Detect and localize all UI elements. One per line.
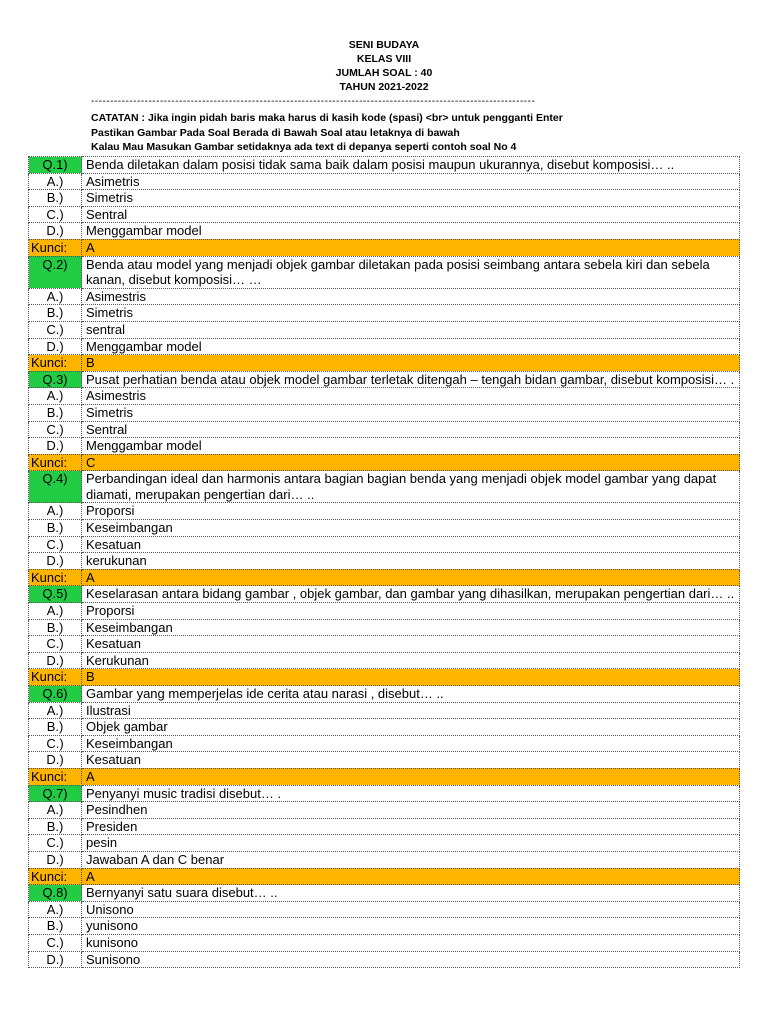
option-label: B.) [29,520,82,537]
option-text: Proporsi [82,503,740,520]
document-header [0,38,768,94]
option-label: A.) [29,288,82,305]
option-label: A.) [29,503,82,520]
option-label: A.) [29,702,82,719]
option-text: Pesindhen [82,802,740,819]
option-text: Asimestris [82,388,740,405]
option-label: C.) [29,835,82,852]
option-label: B.) [29,818,82,835]
option-row [29,388,740,405]
option-text: Kesatuan [82,536,740,553]
separator-line: -------------------------------------------------------------------------------------------------------------------- [91,97,536,107]
question-text: Pusat perhatian benda atau objek model gambar terletak ditengah – tengah bidan gambar, disebut komposisi… . [82,371,740,388]
question-text: Benda diletakan dalam posisi tidak sama baik dalam posisi maupun ukurannya, disebut komposisi… .. [82,157,740,174]
option-label: B.) [29,719,82,736]
note-line: CATATAN : Jika ingin pidah baris maka harus di kasih kode (spasi) <br> untuk pengganti Enter [91,112,563,124]
question-row [29,586,740,603]
option-row [29,421,740,438]
question-row [29,471,740,503]
note-line: Kalau Mau Masukan Gambar setidaknya ada text di depanya seperti contoh soal No 4 [91,141,517,153]
option-text: kerukunan [82,553,740,570]
question-row [29,157,740,174]
question-number: Q.3) [29,371,82,388]
answer-key-row [29,768,740,785]
option-text: Asimetris [82,173,740,190]
option-row [29,536,740,553]
answer-key-label: Kunci: [29,454,82,471]
option-label: B.) [29,619,82,636]
option-row [29,503,740,520]
option-text: Menggambar model [82,438,740,455]
answer-key-label: Kunci: [29,569,82,586]
option-row [29,901,740,918]
option-text: yunisono [82,918,740,935]
option-label: C.) [29,536,82,553]
option-label: D.) [29,438,82,455]
question-text: Benda atau model yang menjadi objek gambar diletakan pada posisi seimbang antara sebela kiri dan sebela kanan, disebut komposisi… … [82,256,740,288]
option-label: C.) [29,321,82,338]
option-text: Simetris [82,404,740,421]
option-row [29,223,740,240]
option-row [29,173,740,190]
option-label: A.) [29,388,82,405]
option-text: kunisono [82,934,740,951]
answer-key-row [29,454,740,471]
option-row [29,652,740,669]
option-text: Ilustrasi [82,702,740,719]
option-row [29,338,740,355]
question-text: Perbandingan ideal dan harmonis antara bagian bagian benda yang menjadi objek model gambar yang dapat diamati, merupakan pengertian dari… .. [82,471,740,503]
answer-key-row [29,355,740,372]
option-label: A.) [29,603,82,620]
option-label: D.) [29,223,82,240]
option-text: Menggambar model [82,338,740,355]
option-row [29,190,740,207]
option-row [29,818,740,835]
option-label: A.) [29,901,82,918]
option-text: Asimestris [82,288,740,305]
option-text: Sentral [82,206,740,223]
option-label: C.) [29,735,82,752]
option-row [29,835,740,852]
option-label: C.) [29,636,82,653]
option-label: D.) [29,851,82,868]
question-number: Q.1) [29,157,82,174]
option-text: sentral [82,321,740,338]
option-row [29,752,740,769]
option-label: C.) [29,421,82,438]
option-text: Menggambar model [82,223,740,240]
option-label: A.) [29,173,82,190]
option-text: Keseimbangan [82,619,740,636]
option-label: D.) [29,553,82,570]
option-text: Kerukunan [82,652,740,669]
answer-key-row [29,868,740,885]
question-number: Q.2) [29,256,82,288]
class-title: KELAS VIII [356,53,412,65]
option-label: B.) [29,918,82,935]
notes-block [91,111,741,155]
question-row [29,371,740,388]
option-row [29,438,740,455]
option-row [29,702,740,719]
option-row [29,404,740,421]
option-text: Proporsi [82,603,740,620]
question-text: Keselarasan antara bidang gambar , objek gambar, dan gambar yang dihasilkan, merupakan pengertian dari… .. [82,586,740,603]
option-text: Presiden [82,818,740,835]
answer-key-value: A [82,768,740,785]
option-label: D.) [29,951,82,968]
option-text: Simetris [82,190,740,207]
question-text: Gambar yang memperjelas ide cerita atau narasi , disebut… .. [82,686,740,703]
subject-title: SENI BUDAYA [348,39,420,51]
question-number: Q.5) [29,586,82,603]
answer-key-label: Kunci: [29,669,82,686]
question-row [29,686,740,703]
option-text: Sunisono [82,951,740,968]
option-row [29,288,740,305]
option-label: D.) [29,752,82,769]
answer-key-value: B [82,669,740,686]
answer-key-value: A [82,868,740,885]
question-table [28,156,740,968]
question-text: Penyanyi music tradisi disebut… . [82,785,740,802]
option-label: D.) [29,652,82,669]
option-row [29,851,740,868]
question-row [29,256,740,288]
option-row [29,802,740,819]
option-text: Keseimbangan [82,520,740,537]
option-row [29,520,740,537]
option-text: pesin [82,835,740,852]
option-row [29,321,740,338]
option-row [29,735,740,752]
option-row [29,934,740,951]
answer-key-label: Kunci: [29,768,82,785]
option-label: C.) [29,934,82,951]
question-text: Bernyanyi satu suara disebut… .. [82,885,740,902]
question-number: Q.8) [29,885,82,902]
question-number: Q.6) [29,686,82,703]
answer-key-value: B [82,355,740,372]
option-text: Objek gambar [82,719,740,736]
option-text: Kesatuan [82,752,740,769]
option-row [29,603,740,620]
answer-key-label: Kunci: [29,355,82,372]
option-label: B.) [29,404,82,421]
option-text: Sentral [82,421,740,438]
option-text: Keseimbangan [82,735,740,752]
answer-key-label: Kunci: [29,239,82,256]
question-count: JUMLAH SOAL : 40 [335,67,433,79]
option-text: Simetris [82,305,740,322]
option-label: D.) [29,338,82,355]
option-label: B.) [29,190,82,207]
option-row [29,636,740,653]
option-label: B.) [29,305,82,322]
answer-key-value: A [82,239,740,256]
answer-key-row [29,669,740,686]
question-number: Q.4) [29,471,82,503]
question-row [29,885,740,902]
option-text: Unisono [82,901,740,918]
answer-key-value: A [82,569,740,586]
answer-key-row [29,569,740,586]
answer-key-label: Kunci: [29,868,82,885]
option-row [29,305,740,322]
school-year: TAHUN 2021-2022 [339,81,429,93]
note-line: Pastikan Gambar Pada Soal Berada di Bawah Soal atau letaknya di bawah [91,126,460,139]
option-text: Kesatuan [82,636,740,653]
option-label: C.) [29,206,82,223]
option-row [29,619,740,636]
question-number: Q.7) [29,785,82,802]
answer-key-value: C [82,454,740,471]
option-row [29,553,740,570]
option-row [29,719,740,736]
answer-key-row [29,239,740,256]
option-row [29,206,740,223]
option-row [29,951,740,968]
option-text: Jawaban A dan C benar [82,851,740,868]
option-label: A.) [29,802,82,819]
question-row [29,785,740,802]
option-row [29,918,740,935]
